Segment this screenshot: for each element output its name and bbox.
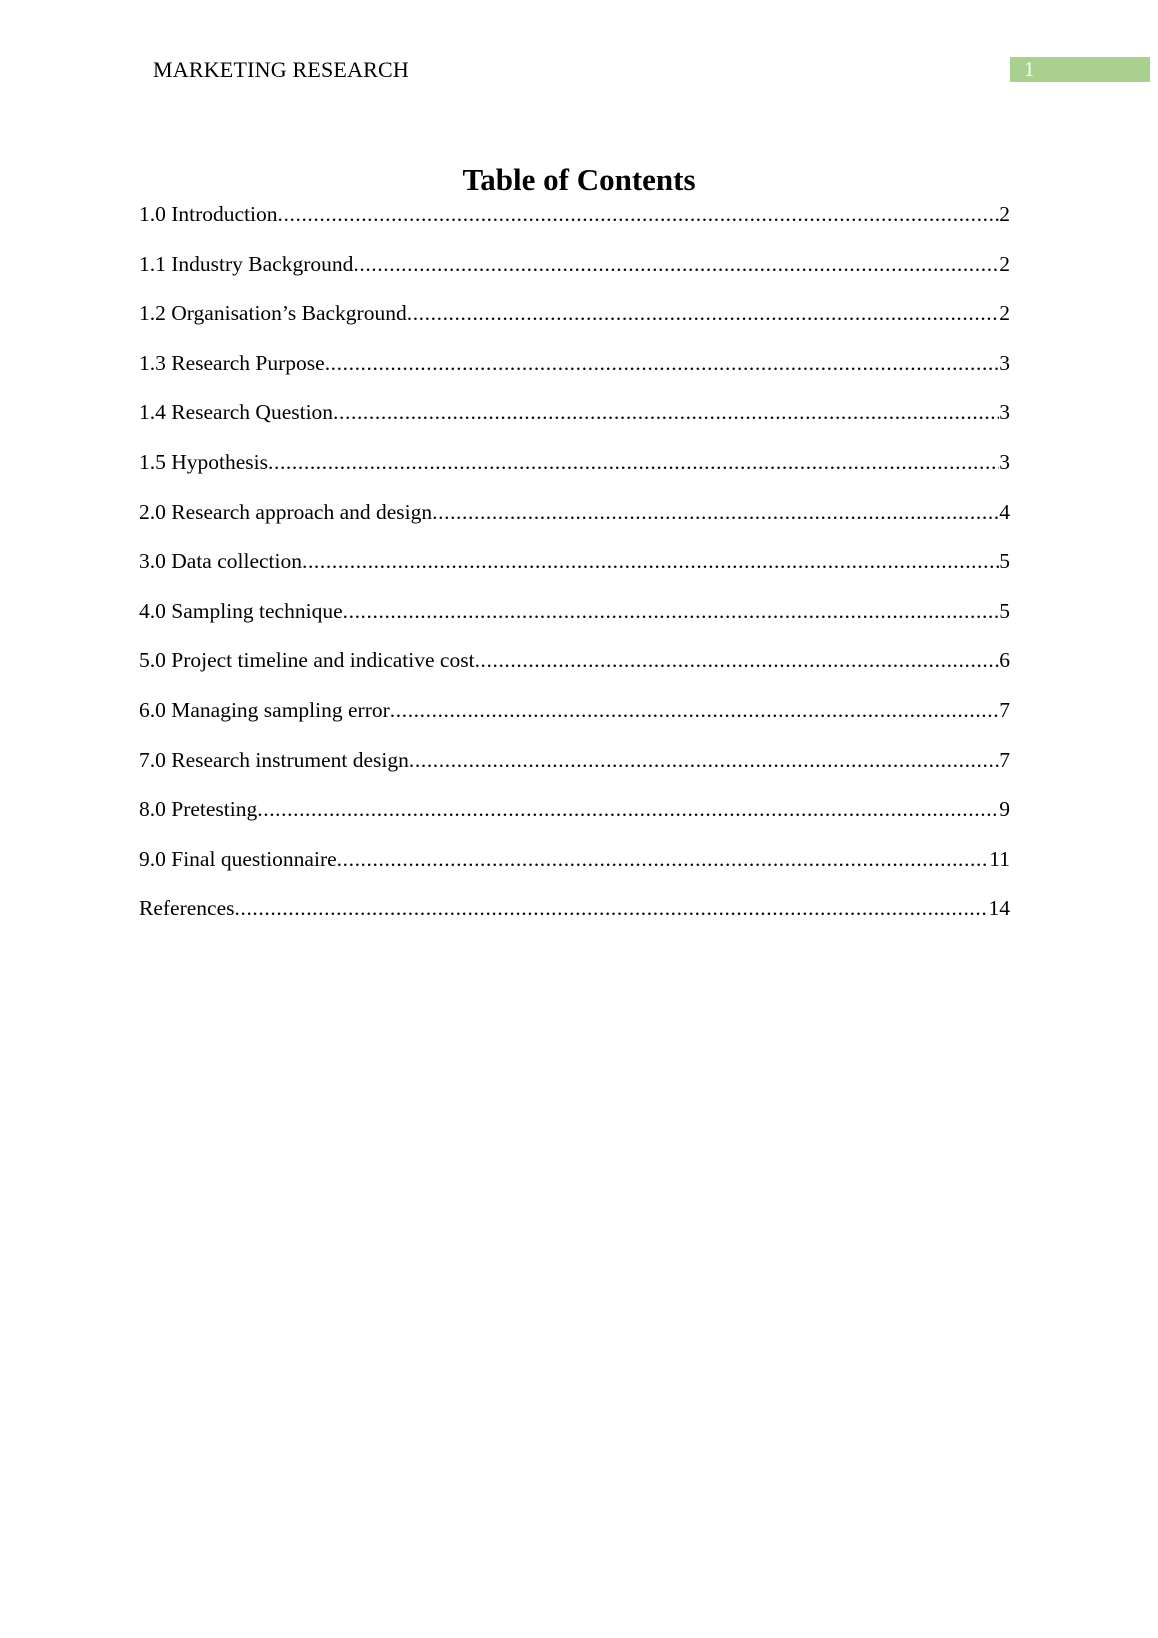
toc-entry-label: 1.0 Introduction	[139, 202, 278, 226]
toc-entry-page: 2	[999, 202, 1010, 226]
toc-entry-label: 1.2 Organisation’s Background	[139, 301, 407, 326]
toc-entry-page: 3	[999, 350, 1010, 375]
toc-entry-label: 7.0 Research instrument design	[139, 747, 409, 772]
toc-entry-page: 4	[999, 499, 1010, 524]
toc-entry-page: 9	[999, 797, 1010, 822]
toc-entry-page: 7	[999, 747, 1010, 772]
toc-entry-page: 5	[999, 549, 1010, 574]
toc-entry-label: References	[139, 896, 235, 921]
toc-entry[interactable]	[139, 596, 1010, 646]
toc-dot-leader	[278, 199, 1000, 229]
toc-dot-leader	[475, 645, 1000, 675]
toc-dot-leader	[353, 249, 999, 279]
toc-entry[interactable]	[139, 497, 1010, 547]
toc-entry[interactable]	[139, 447, 1010, 497]
toc-entry[interactable]	[139, 546, 1010, 596]
toc-entry[interactable]	[139, 893, 1010, 943]
toc-entry[interactable]	[139, 249, 1010, 299]
toc-entry-label: 1.5 Hypothesis	[139, 449, 268, 474]
toc-entry[interactable]	[139, 794, 1010, 844]
toc-entry-label: 3.0 Data collection	[139, 549, 302, 574]
toc-entry-label: 1.4 Research Question	[139, 400, 334, 425]
toc-entry-page: 2	[999, 301, 1010, 326]
toc-dot-leader	[325, 348, 1000, 378]
toc-entry-label: 6.0 Managing sampling error	[139, 697, 390, 722]
toc-dot-leader	[409, 745, 999, 775]
toc-entry[interactable]	[139, 199, 1010, 249]
toc-dot-leader	[235, 893, 989, 923]
toc-entry-page: 5	[999, 598, 1010, 623]
toc-dot-leader	[407, 298, 1000, 328]
toc-dot-leader	[302, 546, 999, 576]
toc-entry-page: 3	[999, 449, 1010, 474]
running-header-title: MARKETING RESEARCH	[153, 57, 409, 82]
toc-dot-leader	[432, 497, 999, 527]
toc-entry-page: 11	[989, 846, 1010, 871]
toc-entry[interactable]	[139, 695, 1010, 745]
toc-heading: Table of Contents	[462, 162, 696, 197]
toc-entry-label: 1.3 Research Purpose	[139, 350, 325, 375]
toc-entry[interactable]	[139, 397, 1010, 447]
toc-dot-leader	[333, 397, 999, 427]
toc-entry[interactable]	[139, 348, 1010, 398]
toc-entry-label: 9.0 Final questionnaire	[139, 846, 337, 871]
toc-entry[interactable]	[139, 844, 1010, 894]
toc-entry-page: 6	[999, 648, 1010, 673]
toc-entry-page: 14	[988, 896, 1010, 921]
toc-entry-label: 8.0 Pretesting	[139, 797, 258, 822]
toc-entry[interactable]	[139, 298, 1010, 348]
page-number-badge	[1010, 57, 1150, 82]
toc-entry-page: 2	[999, 251, 1010, 276]
toc-dot-leader	[343, 596, 1000, 626]
toc-dot-leader	[390, 695, 999, 725]
toc-dot-leader	[268, 447, 999, 477]
toc-entry-label: 1.1 Industry Background	[139, 251, 354, 276]
toc-entry-label: 2.0 Research approach and design	[139, 499, 433, 524]
toc-dot-leader	[337, 844, 990, 874]
toc-dot-leader	[257, 794, 999, 824]
toc-entry-page: 3	[999, 400, 1010, 425]
toc-entry-label: 5.0 Project timeline and indicative cost	[139, 648, 475, 673]
toc-list	[139, 199, 1010, 943]
toc-entry[interactable]	[139, 745, 1010, 795]
page-number: 1	[1024, 57, 1035, 81]
toc-entry[interactable]	[139, 645, 1010, 695]
toc-entry-label: 4.0 Sampling technique	[139, 598, 343, 623]
toc-entry-page: 7	[999, 697, 1010, 722]
